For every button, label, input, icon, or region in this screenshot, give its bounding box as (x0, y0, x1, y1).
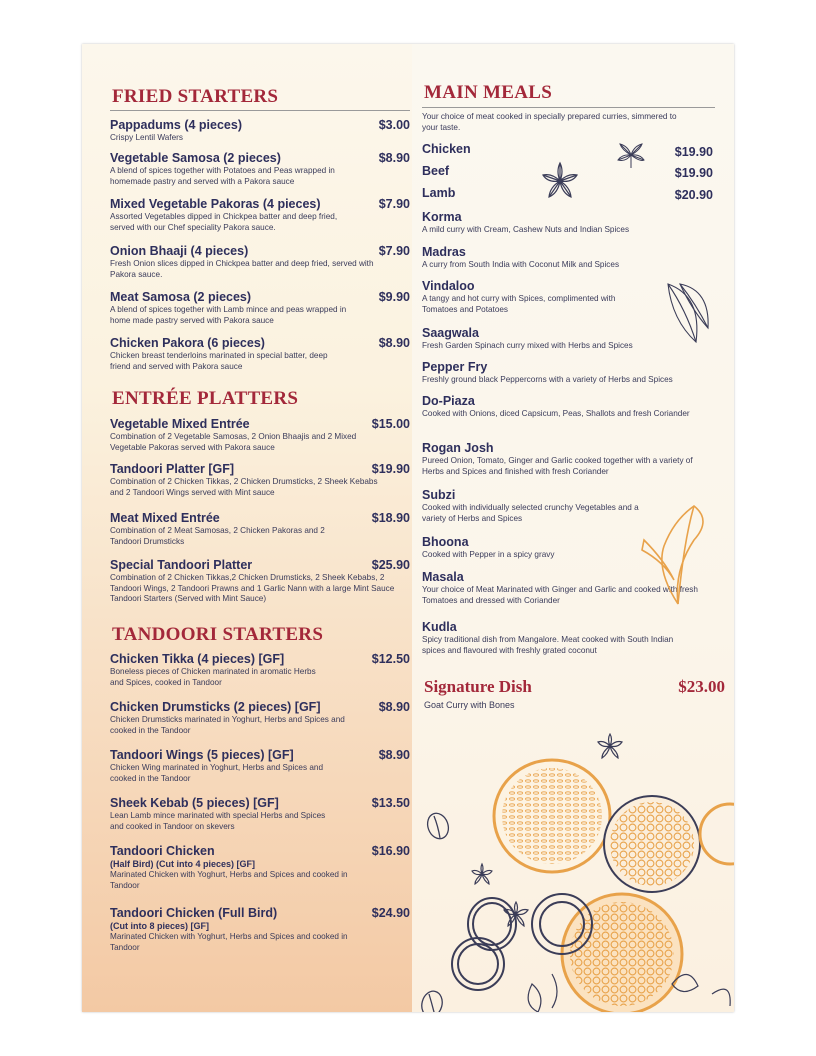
meat-name: Lamb (422, 186, 456, 200)
curry-item (422, 441, 722, 477)
menu-sheet (82, 44, 734, 1012)
chili-pepper-icon (634, 500, 714, 610)
flower-sketch-icon (614, 140, 648, 170)
menu-item (110, 197, 410, 233)
menu-item (110, 417, 410, 453)
item-name: Onion Bhaaji (4 pieces) (110, 244, 249, 258)
meat-name: Beef (422, 164, 450, 178)
menu-item (110, 336, 410, 372)
item-price: $8.90 (378, 700, 410, 714)
item-description: A blend of spices together with Potatoes and Peas wrapped in homemade pastry and served with a Pakora sauce (110, 166, 335, 186)
item-description: Combination of 2 Chicken Tikkas,2 Chicken Drumsticks, 2 Sheek Kebabs, 2 Tandoori Wings, 2 Tandoori Prawns and 1 Garlic Nann with a large Mint Sauce Tandoori Starters (Served with Mint Sauce) (110, 573, 395, 603)
item-description: Combination of 2 Chicken Tikkas, 2 Chicken Drumsticks, 2 Sheek Kebabs and 2 Tandoori Wings served with Mint sauce (110, 477, 378, 497)
curry-name: Vindaloo (422, 279, 475, 293)
item-price: $7.90 (378, 244, 410, 258)
item-name: Chicken Pakora (6 pieces) (110, 336, 265, 350)
star-anise-icon (540, 161, 580, 201)
menu-item (110, 290, 410, 326)
menu-item (110, 558, 410, 605)
menu-item (110, 652, 410, 688)
item-name: Chicken Tikka (4 pieces) [GF] (110, 652, 285, 666)
item-description: A blend of spices together with Lamb mince and peas wrapped in home made pastry served with Pakora sauce (110, 305, 347, 325)
section-divider (422, 107, 715, 108)
curry-description: Cooked with Onions, diced Capsicum, Peas, Shallots and fresh Coriander (422, 409, 690, 418)
curry-name: Do-Piaza (422, 394, 475, 408)
item-description: Chicken Drumsticks marinated in Yoghurt, Herbs and Spices and cooked in the Tandoor (110, 715, 345, 735)
curry-name: Saagwala (422, 326, 479, 340)
meat-price: $20.90 (674, 188, 713, 202)
meat-price: $19.90 (674, 166, 713, 180)
item-description: Combination of 2 Meat Samosas, 2 Chicken Pakoras and 2 Tandoori Drumsticks (110, 526, 325, 546)
curry-item (422, 394, 722, 420)
curry-item (422, 620, 722, 656)
item-price: $3.00 (378, 118, 410, 132)
curry-name: Masala (422, 570, 464, 584)
item-name: Tandoori Wings (5 pieces) [GF] (110, 748, 294, 762)
item-name: Vegetable Samosa (2 pieces) (110, 151, 281, 165)
menu-item (110, 511, 410, 547)
curry-name: Bhoona (422, 535, 469, 549)
main-meals-intro: Your choice of meat cooked in specially prepared curries, simmered to your taste. (422, 112, 677, 132)
item-price: $8.90 (378, 336, 410, 350)
signature-dish-title: Signature Dish (424, 677, 532, 696)
item-description: Chicken breast tenderloins marinated in special batter, deep friend and served with Pakora sauce (110, 351, 328, 371)
item-price: $16.90 (371, 844, 410, 858)
curry-description: Pureed Onion, Tomato, Ginger and Garlic cooked together with a variety of Herbs and Spices and finished with fresh Coriander (422, 456, 693, 476)
curry-description: Freshly ground black Peppercorns with a variety of Herbs and Spices (422, 375, 673, 384)
menu-item (110, 906, 410, 953)
meat-price: $19.90 (674, 145, 713, 159)
curry-name: Rogan Josh (422, 441, 494, 455)
curry-name: Pepper Fry (422, 360, 488, 374)
item-name: Special Tandoori Platter (110, 558, 253, 572)
curry-name: Madras (422, 245, 466, 259)
item-portion: (Half Bird) (Cut into 4 pieces) [GF] (110, 859, 255, 869)
item-description: Lean Lamb mince marinated with special Herbs and Spices and cooked in Tandoor on skevers (110, 811, 326, 831)
item-name: Meat Mixed Entrée (110, 511, 220, 525)
menu-item (110, 700, 410, 736)
curry-item (422, 360, 722, 386)
curry-item (422, 210, 722, 236)
curry-description: A tangy and hot curry with Spices, complimented with Tomatoes and Potatoes (422, 294, 616, 314)
curry-name: Kudla (422, 620, 457, 634)
item-price: $24.90 (371, 906, 410, 920)
item-name: Sheek Kebab (5 pieces) [GF] (110, 796, 279, 810)
menu-item (110, 244, 410, 280)
tandoori-starters-title: TANDOORI STARTERS (112, 624, 324, 645)
item-price: $25.90 (371, 558, 410, 572)
menu-item (110, 462, 410, 498)
item-price: $18.90 (371, 511, 410, 525)
item-description: Assorted Vegetables dipped in Chickpea batter and deep fried, served with our Chef speciality Pakora sauce. (110, 212, 338, 232)
signature-dish-price: $23.00 (678, 677, 725, 696)
item-price: $12.50 (371, 652, 410, 666)
item-name: Meat Samosa (2 pieces) (110, 290, 252, 304)
signature-dish-description: Goat Curry with Bones (424, 700, 515, 710)
item-description: Boneless pieces of Chicken marinated in aromatic Herbs and Spices, cooked in Tandoor (110, 667, 316, 687)
item-price: $13.50 (371, 796, 410, 810)
curry-description: Spicy traditional dish from Mangalore. Meat cooked with South Indian spices and flavoured with freshly grated coconut (422, 635, 674, 655)
curry-description: A mild curry with Cream, Cashew Nuts and Indian Spices (422, 225, 630, 234)
item-price: $19.90 (371, 462, 410, 476)
item-price: $9.90 (378, 290, 410, 304)
item-name: Tandoori Chicken (Full Bird) (110, 906, 278, 920)
item-description: Fresh Onion slices dipped in Chickpea batter and deep fried, served with Pakora sauce. (110, 259, 374, 279)
fried-starters-title: FRIED STARTERS (112, 86, 279, 107)
food-illustration (412, 724, 734, 1012)
item-name: Chicken Drumsticks (2 pieces) [GF] (110, 700, 321, 714)
curry-description: Fresh Garden Spinach curry mixed with Herbs and Spices (422, 341, 633, 350)
item-price: $8.90 (378, 151, 410, 165)
curry-item (422, 245, 722, 271)
menu-item (110, 748, 410, 784)
item-name: Tandoori Platter [GF] (110, 462, 235, 476)
item-name: Pappadums (4 pieces) (110, 118, 242, 132)
item-price: $15.00 (371, 417, 410, 431)
item-name: Tandoori Chicken (110, 844, 215, 858)
curry-description: Cooked with individually selected crunchy Vegetables and a variety of Herbs and Spices (422, 503, 639, 523)
menu-item (110, 151, 410, 187)
menu-item (110, 844, 410, 891)
item-price: $7.90 (378, 197, 410, 211)
item-name: Mixed Vegetable Pakoras (4 pieces) (110, 197, 321, 211)
item-description: Chicken Wing marinated in Yoghurt, Herbs and Spices and cooked in the Tandoor (110, 763, 323, 783)
curry-description: Your choice of Meat Marinated with Ginger and Garlic and cooked with fresh Tomatoes and dressed with Coriander (422, 585, 698, 605)
section-divider (110, 110, 410, 111)
item-name: Vegetable Mixed Entrée (110, 417, 250, 431)
item-description: Marinated Chicken with Yoghurt, Herbs and Spices and cooked in Tandoor (110, 932, 348, 952)
meat-name: Chicken (422, 142, 471, 156)
leaf-sketch-icon (662, 280, 714, 346)
menu-item (110, 118, 410, 144)
item-portion: (Cut into 8 pieces) [GF] (110, 921, 209, 931)
item-description: Combination of 2 Vegetable Samosas, 2 Onion Bhaajis and 2 Mixed Vegetable Pakoras served with Pakora sauce (110, 432, 357, 452)
main-meals-title: MAIN MEALS (424, 82, 553, 103)
item-price: $8.90 (378, 748, 410, 762)
curry-description: A curry from South India with Coconut Milk and Spices (422, 260, 620, 269)
curry-description: Cooked with Pepper in a spicy gravy (422, 550, 555, 559)
curry-name: Korma (422, 210, 462, 224)
curry-name: Subzi (422, 488, 456, 502)
entree-platters-title: ENTRÉE PLATTERS (112, 388, 299, 409)
menu-item (110, 796, 410, 832)
item-description: Marinated Chicken with Yoghurt, Herbs and Spices and cooked in Tandoor (110, 870, 348, 890)
item-description: Crispy Lentil Wafers (110, 133, 183, 142)
